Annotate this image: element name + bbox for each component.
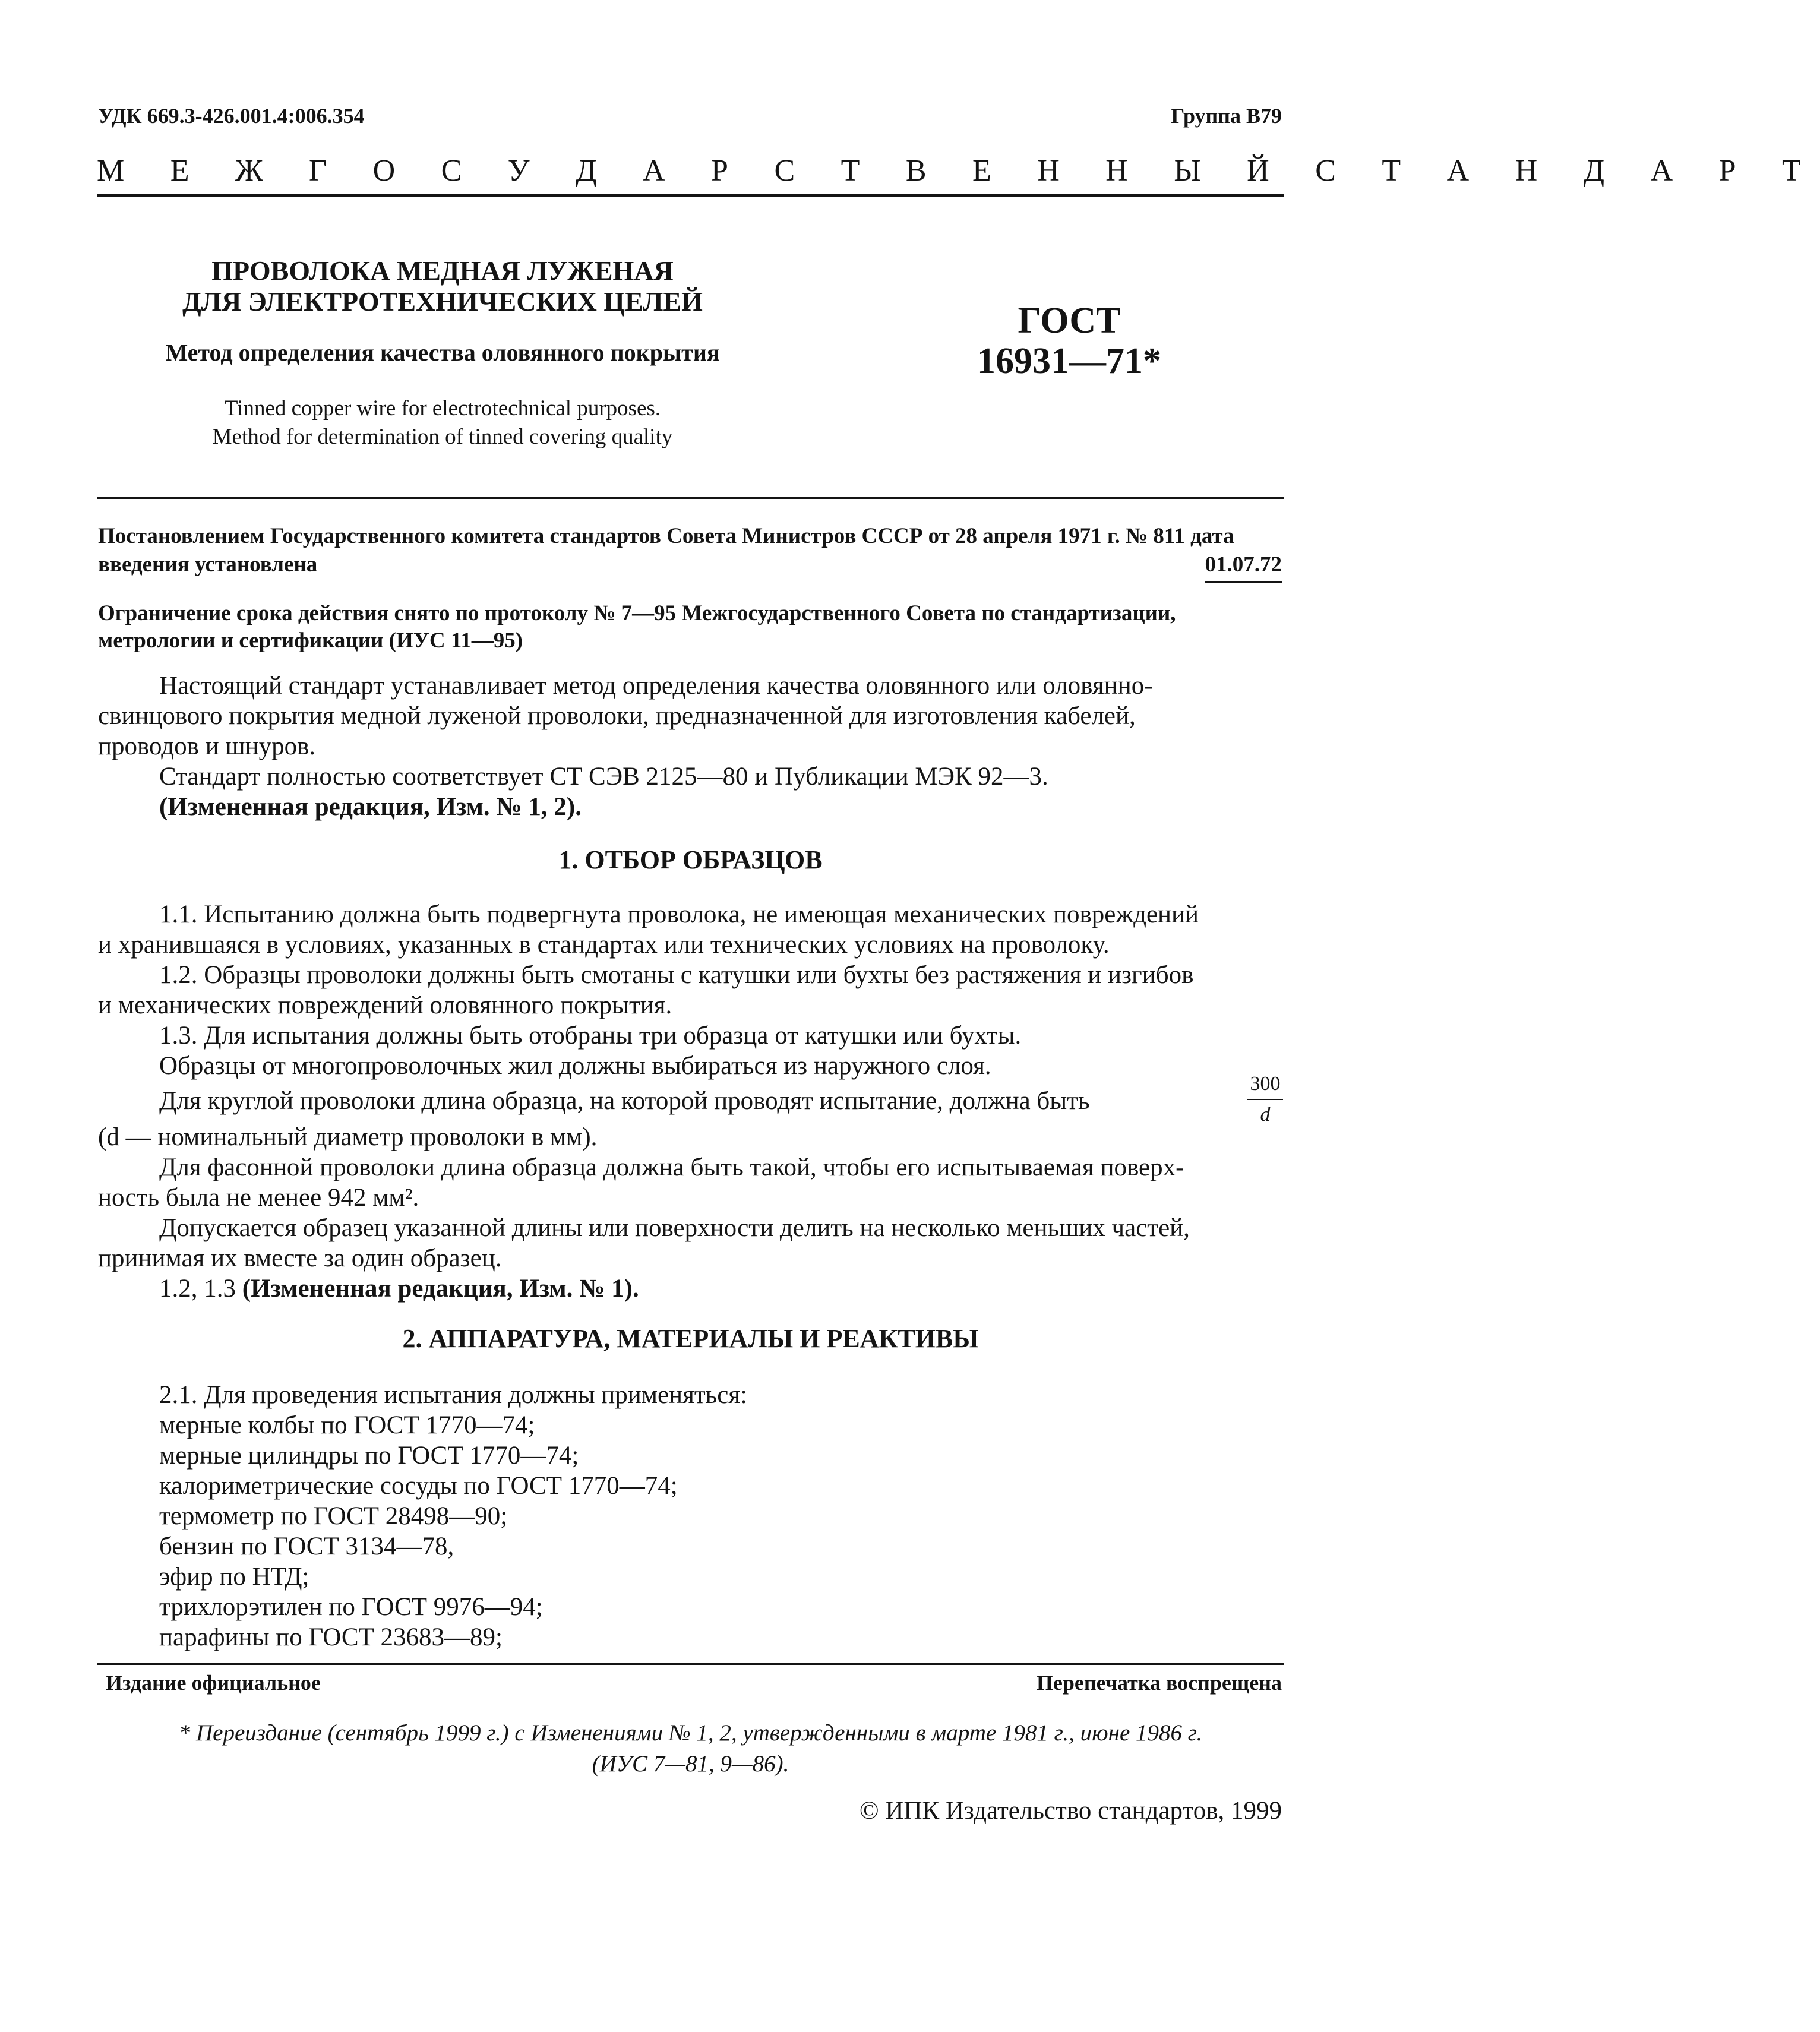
- header-rule: [97, 194, 1284, 197]
- s1-line: ность была не менее 942 мм².: [98, 1184, 419, 1212]
- limit-line-1: Ограничение срока действия снято по протоколу № 7—95 Межгосударственного Совета по стандартизации,: [98, 601, 1176, 625]
- s1-line: и механических повреждений оловянного покрытия.: [98, 991, 672, 1019]
- group-code: Группа В79: [1171, 104, 1282, 128]
- english-title-1: Tinned copper wire for electrotechnical purposes.: [224, 396, 661, 421]
- s2-list-item: мерные цилиндры по ГОСТ 1770—74;: [159, 1442, 579, 1470]
- section-2-heading: 2. АППАРАТУРА, МАТЕРИАЛЫ И РЕАКТИВЫ: [402, 1324, 979, 1353]
- length-fraction: [1247, 1073, 1283, 1126]
- footnote-line-2: (ИУС 7—81, 9—86).: [592, 1751, 789, 1777]
- gost-number: 16931—71*: [977, 341, 1161, 381]
- s1-line: 1.1. Испытанию должна быть подвергнута проволока, не имеющая механических повреждений: [159, 900, 1199, 928]
- s1-line: и хранившаяся в условиях, указанных в стандартах или технических условиях на проволоку.: [98, 931, 1110, 959]
- intro-line-1: Настоящий стандарт устанавливает метод определения качества оловянного или оловянно-: [159, 672, 1153, 700]
- intro-compliance: Стандарт полностью соответствует СТ СЭВ 2125—80 и Публикации МЭК 92—3.: [159, 763, 1048, 791]
- official-edition: Издание официальное: [106, 1671, 321, 1695]
- s2-list-item: мерные колбы по ГОСТ 1770—74;: [159, 1411, 535, 1439]
- s1-revision-items: 1.2, 1.3: [159, 1275, 236, 1303]
- reprint-prohibited: Перепечатка воспрещена: [1036, 1671, 1282, 1695]
- gost-label: ГОСТ: [1018, 301, 1121, 341]
- fraction-bar: [1247, 1099, 1283, 1100]
- title-rule: [97, 497, 1284, 499]
- decree-line-1: Постановлением Государственного комитета стандартов Совета Министров СССР от 28 апреля 1971 г. № 811 дата: [98, 524, 1234, 548]
- s1-revision-note: [159, 1274, 639, 1303]
- s2-list-item: эфир по НТД;: [159, 1563, 309, 1591]
- interstate-standard-banner: М Е Ж Г О С У Д А Р С Т В Е Н Н Ы Й С Т А Н Д А Р Т: [97, 154, 1820, 188]
- fraction-numerator: 300: [1250, 1073, 1281, 1095]
- footer-rule: [97, 1663, 1284, 1665]
- s1-line: 1.2. Образцы проволоки должны быть смотаны с катушки или бухты без растяжения и изгибов: [159, 961, 1194, 989]
- s2-list-item: термометр по ГОСТ 28498—90;: [159, 1502, 508, 1530]
- s1-line: Допускается образец указанной длины или поверхности делить на несколько меньших частей,: [159, 1214, 1190, 1242]
- english-title-2: Method for determination of tinned covering quality: [212, 425, 673, 449]
- footnote-line-1: * Переиздание (сентябрь 1999 г.) с Изменениями № 1, 2, утвержденными в марте 1981 г., июне 1986 г.: [178, 1720, 1203, 1746]
- s2-list-item: калориметрические сосуды по ГОСТ 1770—74;: [159, 1472, 678, 1500]
- s1-line: Образцы от многопроволочных жил должны выбираться из наружного слоя.: [159, 1052, 991, 1080]
- intro-line-3: проводов и шнуров.: [98, 732, 316, 760]
- s2-list-item: бензин по ГОСТ 3134—78,: [159, 1532, 454, 1560]
- s1-line: 1.3. Для испытания должны быть отобраны три образца от катушки или бухты.: [159, 1022, 1022, 1050]
- decree-line-2: введения установлена: [98, 552, 318, 577]
- limit-line-2: метрологии и сертификации (ИУС 11—95): [98, 628, 523, 653]
- s2-list-item: трихлорэтилен по ГОСТ 9976—94;: [159, 1593, 543, 1621]
- fraction-denominator: d: [1260, 1104, 1271, 1126]
- s1-line: Для круглой проволоки длина образца, на которой проводят испытание, должна быть: [159, 1087, 1090, 1115]
- intro-revision: (Измененная редакция, Изм. № 1, 2).: [159, 793, 582, 821]
- title-line-1: ПРОВОЛОКА МЕДНАЯ ЛУЖЕНАЯ: [211, 255, 674, 286]
- s2-line: 2.1. Для проведения испытания должны применяться:: [159, 1381, 748, 1409]
- s1-revision-text: (Измененная редакция, Изм. № 1).: [242, 1275, 639, 1303]
- s2-list-item: парафины по ГОСТ 23683—89;: [159, 1623, 503, 1651]
- section-1-heading: 1. ОТБОР ОБРАЗЦОВ: [558, 845, 823, 874]
- s1-line: Для фасонной проволоки длина образца должна быть такой, чтобы его испытываемая поверх-: [159, 1154, 1184, 1181]
- method-subtitle: Метод определения качества оловянного покрытия: [165, 339, 720, 366]
- intro-line-2: свинцового покрытия медной луженой проволоки, предназначенной для изготовления кабелей,: [98, 702, 1136, 730]
- title-line-2: ДЛЯ ЭЛЕКТРОТЕХНИЧЕСКИХ ЦЕЛЕЙ: [182, 286, 703, 317]
- s1-line: (d — номинальный диаметр проволоки в мм).: [98, 1123, 598, 1151]
- decree-date: 01.07.72: [1205, 550, 1282, 583]
- copyright: © ИПК Издательство стандартов, 1999: [859, 1797, 1282, 1825]
- s1-line: принимая их вместе за один образец.: [98, 1244, 502, 1272]
- udk-code: УДК 669.3-426.001.4:006.354: [98, 104, 365, 128]
